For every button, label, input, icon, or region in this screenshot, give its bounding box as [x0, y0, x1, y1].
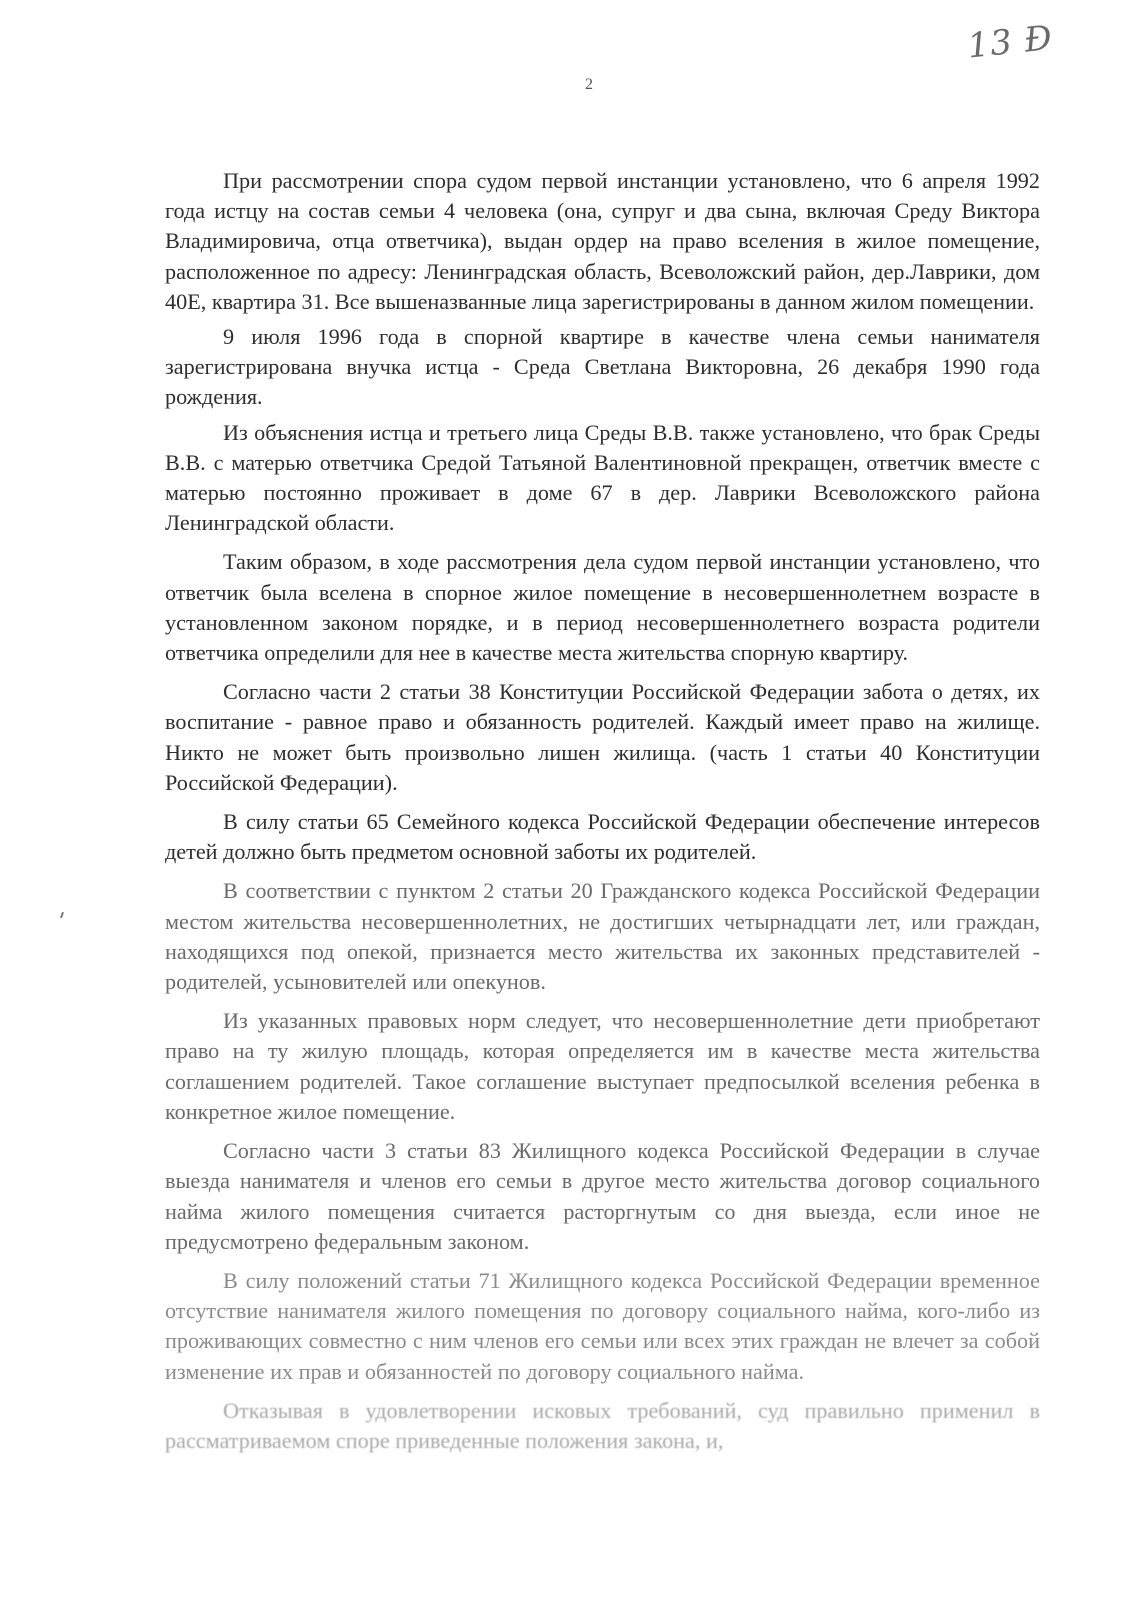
- paragraph-marriage-dissolved: Из объяснения истца и третьего лица Среды В.В. также установлено, что брак Среды В.В. с матерью ответчика Средой Татьяной Валентиновной прекращен, ответчик вместе с матерью постоянно проживает в доме 67 в дер. Лаврики Всеволожского района Ленинградской области.: [165, 419, 1040, 536]
- paragraph-granddaughter-registration: 9 июля 1996 года в спорной квартире в качестве члена семьи нанимателя зарегистрирована внучка истца - Среда Светлана Викторовна, 26 декабря 1990 года рождения.: [165, 324, 1040, 410]
- paragraph-refusal: Отказывая в удовлетворении исковых требований, суд правильно применил в рассматриваемом споре приведенные положения закона, и,: [165, 1397, 1040, 1453]
- paragraph-housing-code-art83: Согласно части 3 статьи 83 Жилищного кодекса Российской Федерации в случае выезда нанимателя и членов его семьи в другое место жительства договор социального найма жилого помещения считается расторгнутым со дня выезда, если иное не предусмотрено федеральным законом.: [165, 1138, 1040, 1254]
- paragraph-housing-code-art71: В силу положений статьи 71 Жилищного кодекса Российской Федерации временное отсутствие нанимателя жилого помещения по договору социального найма, кого-либо из проживающих совместно с ним членов его семьи или всех этих граждан не влечет за собой изменение их прав и обязанностей по договору социального найма.: [165, 1267, 1040, 1384]
- paragraph-order-issuance: При рассмотрении спора судом первой инстанции установлено, что 6 апреля 1992 года истцу на состав семьи 4 человека (она, супруг и два сына, включая Среду Виктора Владимировича, отца ответчика), выдан ордер на право вселения в жилое помещение, расположенное по адресу: Ленинградская область, Всеволожский район, дер.Лаврики, дом 40Е, квартира 31. Все вышеназванные лица зарегистрированы в данном жилом помещении.: [165, 168, 1040, 314]
- paragraph-constitution-art38: Согласно части 2 статьи 38 Конституции Российской Федерации забота о детях, их воспитание - равное право и обязанность родителей. Каждый имеет право на жилище. Никто не может быть произвольно лишен жилища. (часть 1 статьи 40 Конституции Российской Федерации).: [165, 679, 1040, 795]
- paragraph-family-code-art65: В силу статьи 65 Семейного кодекса Российской Федерации обеспечение интересов детей должно быть предметом основной заботы их родителей.: [165, 809, 1040, 865]
- scan-mark: [60, 912, 64, 918]
- paragraph-civil-code-art20: В соответствии с пунктом 2 статьи 20 Гражданского кодекса Российской Федерации местом жительства несовершеннолетних, не достигших четырнадцати лет, или граждан, находящихся под опекой, признается место жительства их законных представителей - родителей, усыновителей или опекунов.: [165, 878, 1040, 995]
- paragraph-legal-norms: Из указанных правовых норм следует, что несовершеннолетние дети приобретают право на ту жилую площадь, которая определяется им в качестве места жительства соглашением родителей. Такое соглашение выступает предпосылкой вселения ребенка в конкретное жилое помещение.: [165, 1008, 1040, 1124]
- document-body: [165, 166, 1040, 1456]
- paragraph-court-findings: Таким образом, в ходе рассмотрения дела судом первой инстанции установлено, что ответчик была вселена в спорное жилое помещение в несовершеннолетнем возрасте в установленном законом порядке, и в период несовершеннолетнего возраста родители ответчика определили для нее в качестве места жительства спорную квартиру.: [165, 549, 1040, 666]
- page-number: 2: [585, 76, 593, 93]
- handwritten-page-stamp: 13 Ð: [965, 17, 1055, 67]
